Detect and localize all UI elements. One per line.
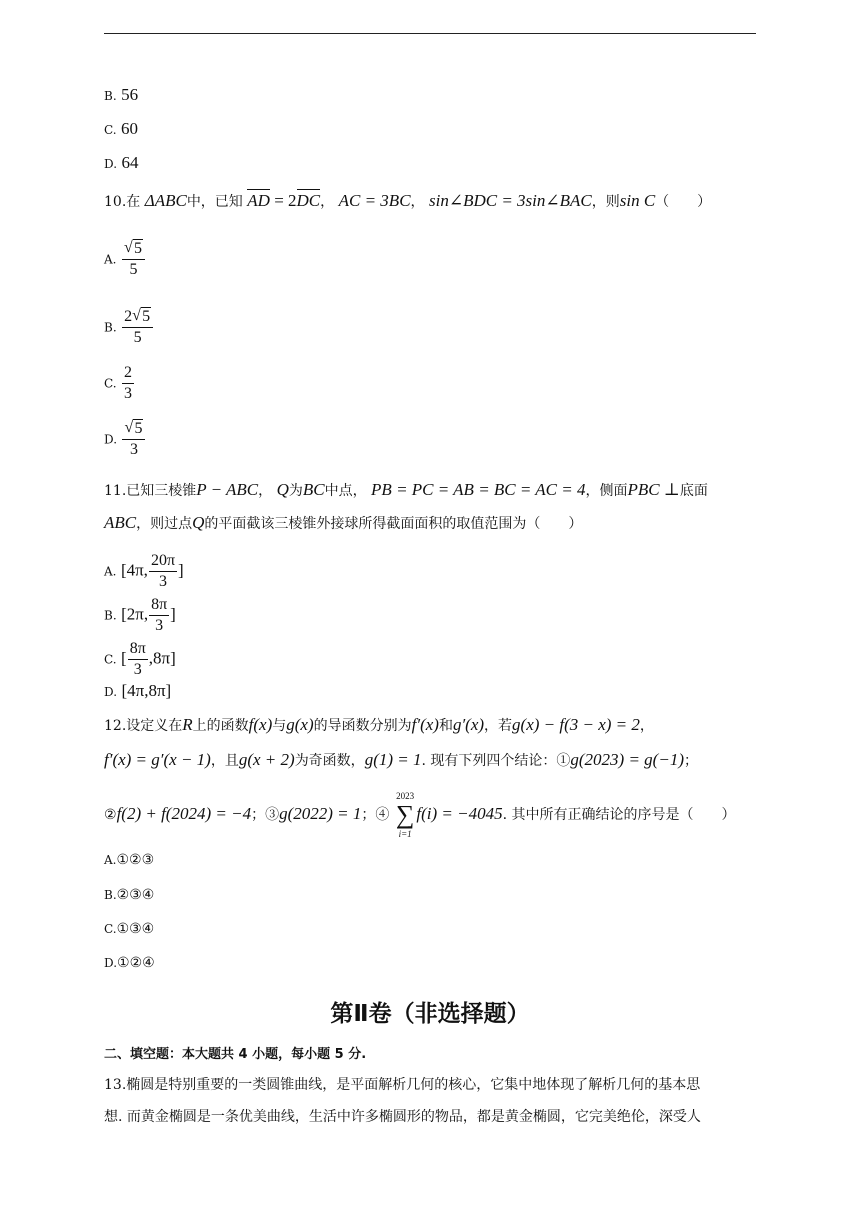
part2-heading: 第Ⅱ卷（非选择题） <box>330 1001 530 1027</box>
q9-option-b[interactable]: B. 56 <box>104 85 139 104</box>
q10-option-d[interactable]: D. √ 5 3 <box>104 420 146 459</box>
q12-option-c[interactable]: C.①③④ <box>104 921 155 937</box>
q9-option-d[interactable]: D. 64 <box>104 153 139 172</box>
fraction: √ 5 5 <box>122 240 145 279</box>
q11-stem-line2: ABC，则过点Q的平面截该三棱锥外接球所得截面面积的取值范围为（ ） <box>104 513 583 532</box>
q11-option-c[interactable]: C. [ $\frac{8\pi}{3}$ ,8π] <box>104 640 176 678</box>
top-rule <box>104 33 756 34</box>
section-title: 二、填空题：本大题共 4 小题，每小题 5 分. <box>104 1047 367 1062</box>
q9-option-c[interactable]: C. 60 <box>104 119 139 138</box>
fraction: $\frac{2}{3}$ <box>124 364 133 402</box>
q12-option-d[interactable]: D.①②④ <box>104 955 155 971</box>
q13-line1: 13.椭圆是特别重要的一类圆锥曲线，是平面解析几何的核心，它集中地体现了解析几何的基本思 <box>104 1077 701 1093</box>
q12-option-b[interactable]: B.②③④ <box>104 887 155 903</box>
fraction: 2 √ 5 5 <box>122 308 153 347</box>
q11-option-a[interactable]: A. [4π, $\frac{20\pi}{3}$ ] <box>104 552 184 590</box>
q11-option-b[interactable]: B. [2π, $\frac{8\pi}{3}$ ] <box>104 596 176 634</box>
q11-option-d[interactable]: D. [4π,8π] <box>104 681 172 700</box>
q11-stem-line1: 11.已知三棱锥P − ABC， Q为BC中点， PB = PC = AB = BC = AC = 4，侧面PBC ⊥底面 <box>104 480 708 499</box>
vector-dc: DC <box>296 191 321 210</box>
summation-symbol: 2023 ∑ i=1 <box>395 791 415 839</box>
fraction: √ 5 3 <box>122 420 145 459</box>
q12-stem-line2: f′(x) = g′(x − 1)，且g(x + 2)为奇函数，g(1) = 1. 现有下列四个结论：①g(2023) = g(−1)； <box>104 750 698 769</box>
q10-option-b[interactable]: B. 2 √ 5 5 <box>104 308 154 347</box>
q12-stem-line3: ②f(2) + f(2024) = −4；③g(2022) = 1；④ 2023 ∑ i=1 f(i) = −4045. 其中所有正确结论的序号是（ ） <box>104 791 736 839</box>
q12-stem-line1: 12.设定义在R上的函数f(x)与g(x)的导函数分别为f′(x)和g′(x)，若g(x) − f(3 − x) = 2， <box>104 715 654 734</box>
q10-stem: 10.在 ΔABC中，已知 AD = 2DC， AC = 3BC， sin∠BDC = 3sin∠BAC，则sin C（ ） <box>104 191 712 210</box>
q10-option-a[interactable]: A. √ 5 5 <box>104 240 146 279</box>
q13-line2: 想. 而黄金椭圆是一条优美曲线，生活中许多椭圆形的物品，都是黄金椭圆，它完美绝伦，深受人 <box>104 1109 701 1125</box>
q12-option-a[interactable]: A.①②③ <box>104 852 155 868</box>
q10-option-c[interactable]: C. $\frac{2}{3}$ <box>104 364 133 402</box>
vector-ad: AD <box>247 191 270 210</box>
